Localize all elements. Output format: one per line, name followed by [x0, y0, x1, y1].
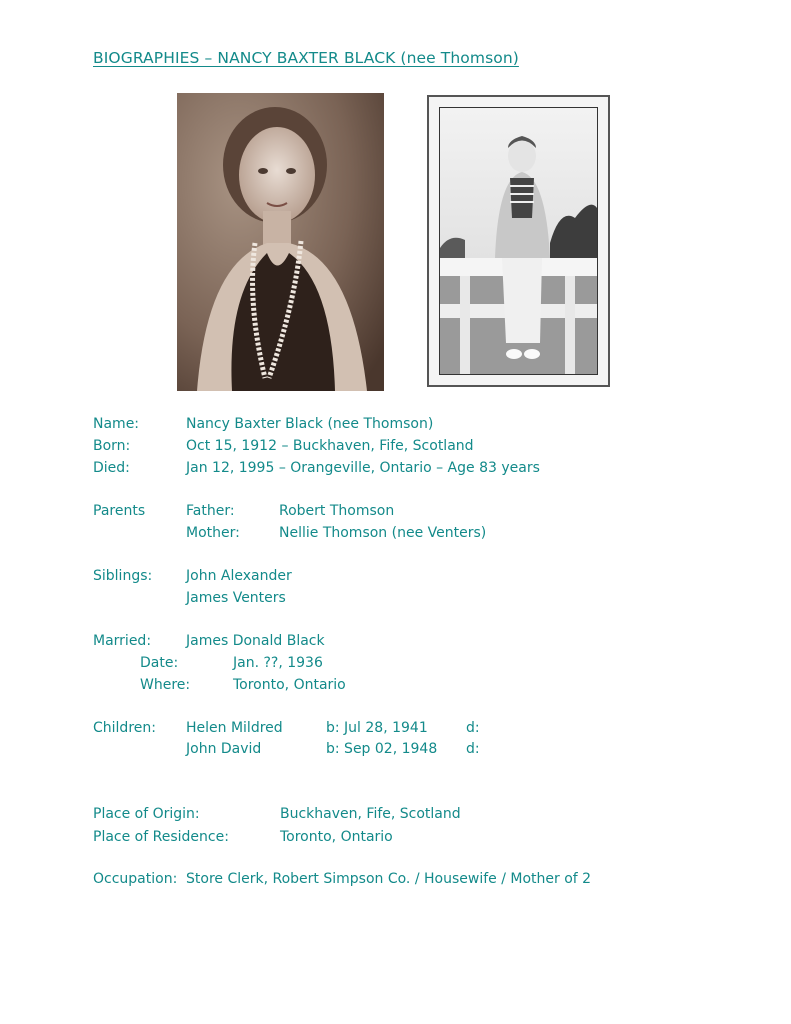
child-died: d: [466, 741, 480, 757]
father-label: Father: [186, 503, 235, 519]
child-died: d: [466, 720, 480, 736]
residence-label: Place of Residence: [93, 829, 229, 845]
black-white-seated-photo [427, 95, 610, 387]
died-label: Died: [93, 460, 130, 476]
sibling-item: James Venters [186, 590, 286, 606]
marriage-date-label: Date: [140, 655, 179, 671]
child-name: Helen Mildred [186, 720, 283, 736]
children-label: Children: [93, 720, 156, 736]
mother-label: Mother: [186, 525, 240, 541]
name-value: Nancy Baxter Black (nee Thomson) [186, 416, 434, 432]
sibling-item: John Alexander [186, 568, 292, 584]
child-name: John David [186, 741, 262, 757]
parents-label: Parents [93, 503, 146, 519]
occupation-label: Occupation: [93, 871, 178, 887]
marriage-where-value: Toronto, Ontario [233, 677, 346, 693]
mother-value: Nellie Thomson (nee Venters) [279, 525, 487, 541]
child-born: b: Sep 02, 1948 [326, 741, 438, 757]
occupation-value: Store Clerk, Robert Simpson Co. / Housewife / Mother of 2 [186, 871, 592, 887]
spouse-value: James Donald Black [186, 633, 325, 649]
born-label: Born: [93, 438, 131, 454]
siblings-label: Siblings: [93, 568, 153, 584]
child-born: b: Jul 28, 1941 [326, 720, 428, 736]
page-title: BIOGRAPHIES – NANCY BAXTER BLACK (nee Thomson) [93, 49, 519, 67]
died-value: Jan 12, 1995 – Orangeville, Ontario – Age 83 years [186, 460, 540, 476]
marriage-date-value: Jan. ??, 1936 [233, 655, 323, 671]
marriage-where-label: Where: [140, 677, 191, 693]
born-value: Oct 15, 1912 – Buckhaven, Fife, Scotland [186, 438, 474, 454]
married-label: Married: [93, 633, 152, 649]
name-label: Name: [93, 416, 140, 432]
origin-label: Place of Origin: [93, 806, 200, 822]
sepia-portrait-photo [177, 93, 384, 391]
residence-value: Toronto, Ontario [280, 829, 393, 845]
origin-value: Buckhaven, Fife, Scotland [280, 806, 461, 822]
father-value: Robert Thomson [279, 503, 395, 519]
